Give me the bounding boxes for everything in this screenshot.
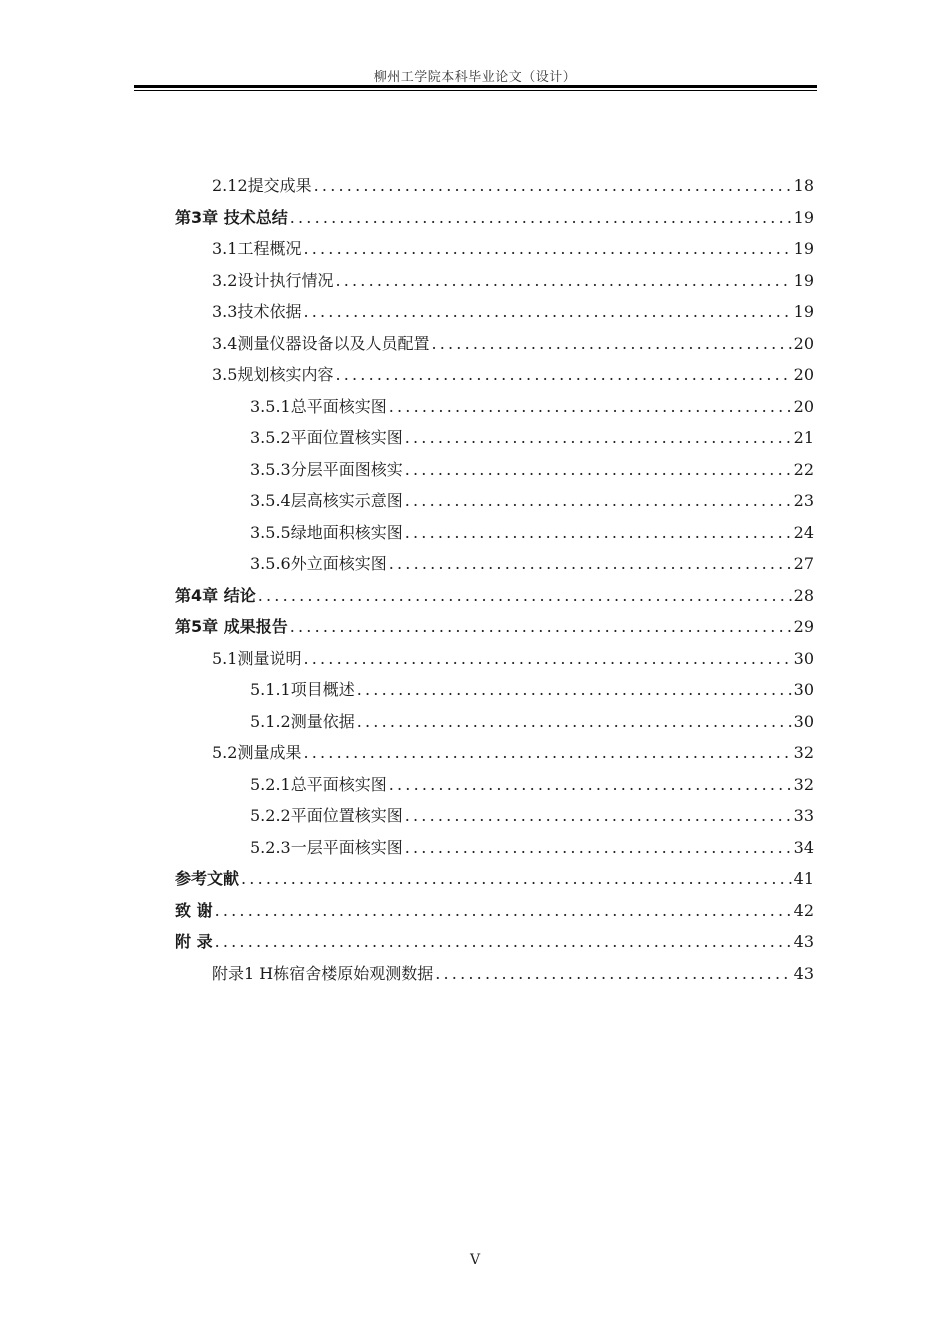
toc-entry-page: 30 [793,648,814,668]
toc-section-entry[interactable] [212,328,814,359]
toc-entry-page: 28 [793,585,814,605]
toc-entry-title: 致 谢 [175,900,213,920]
toc-chapter-entry[interactable] [175,202,814,233]
toc-entry-page: 20 [793,396,814,416]
toc-dot-leader [314,170,792,201]
toc-dot-leader [215,895,792,926]
toc-entry-title: 参考文献 [175,869,240,888]
toc-dot-leader [357,706,792,737]
toc-entry-title: 5.2.1总平面核实图 [250,774,387,794]
toc-dot-leader [290,202,792,233]
toc-entry-title: 3.5.2平面位置核实图 [250,428,403,447]
toc-dot-leader [303,643,791,674]
toc-entry-title: 3.5.5绿地面积核实图 [250,522,403,542]
header-rule-thick [134,85,817,88]
toc-dot-leader [303,737,791,768]
toc-entry-page: 42 [793,900,814,920]
toc-dot-leader [405,800,792,831]
toc-dot-leader [389,391,792,422]
toc-entry-page: 41 [793,869,814,888]
toc-dot-leader [405,454,792,485]
toc-entry-page: 20 [793,365,814,384]
toc-section-entry[interactable] [250,391,814,422]
header-rule-thin [134,90,817,91]
toc-entry-title: 附 录 [175,932,213,951]
toc-chapter-entry[interactable] [175,580,814,611]
toc-section-entry[interactable] [212,958,814,989]
toc-entry-page: 23 [793,491,814,510]
toc-entry-page: 32 [793,774,814,794]
toc-chapter-entry[interactable] [175,611,814,642]
toc-chapter-entry[interactable] [175,863,814,894]
toc-entry-title: 3.3技术依据 [212,302,302,321]
toc-dot-leader [290,611,792,642]
toc-entry-title: 5.1测量说明 [212,648,302,668]
toc-entry-title: 5.1.2测量依据 [250,711,355,731]
toc-entry-page: 33 [793,806,814,825]
toc-entry-page: 34 [793,837,814,857]
toc-dot-leader [405,485,792,516]
toc-entry-page: 18 [793,176,814,195]
toc-entry-title: 3.5.1总平面核实图 [250,396,387,416]
toc-section-entry[interactable] [250,548,814,579]
toc-dot-leader [335,265,791,296]
toc-section-entry[interactable] [250,832,814,863]
toc-entry-title: 3.5规划核实内容 [212,365,334,384]
toc-entry-page: 29 [793,617,814,636]
toc-chapter-entry[interactable] [175,926,814,957]
toc-dot-leader [405,422,792,453]
toc-entry-title: 3.5.6外立面核实图 [250,554,387,573]
toc-dot-leader [303,233,791,264]
toc-section-entry[interactable] [250,706,814,737]
toc-entry-page: 19 [793,270,814,290]
toc-entry-page: 30 [793,711,814,731]
toc-dot-leader [405,517,792,548]
toc-section-entry[interactable] [250,517,814,548]
toc-dot-leader [335,359,791,390]
toc-entry-page: 22 [793,459,814,479]
toc-dot-leader [389,769,792,800]
toc-entry-page: 43 [793,963,814,983]
toc-entry-title: 5.2.3一层平面核实图 [250,837,403,857]
toc-dot-leader [389,548,792,579]
toc-dot-leader [435,958,791,989]
toc-entry-title: 2.12提交成果 [212,176,312,195]
toc-dot-leader [405,832,792,863]
toc-entry-page: 43 [793,932,814,951]
toc-section-entry[interactable] [250,422,814,453]
toc-section-entry[interactable] [212,643,814,674]
toc-section-entry[interactable] [212,265,814,296]
toc-entry-title: 3.4测量仪器设备以及人员配置 [212,333,430,353]
toc-entry-title: 5.1.1项目概述 [250,680,355,699]
toc-section-entry[interactable] [212,233,814,264]
toc-section-entry[interactable] [250,454,814,485]
header-title: 柳州工学院本科毕业论文（设计） [373,70,577,85]
toc-dot-leader [258,580,792,611]
toc-entry-title: 3.5.4层高核实示意图 [250,491,403,510]
toc-entry-title: 3.1工程概况 [212,239,302,258]
toc-section-entry[interactable] [250,800,814,831]
toc-entry-title: 5.2.2平面位置核实图 [250,806,403,825]
toc-entry-title: 第5章 成果报告 [175,617,288,636]
toc-dot-leader [303,296,791,327]
toc-section-entry[interactable] [250,674,814,705]
toc-section-entry[interactable] [250,485,814,516]
toc-entry-page: 27 [793,554,814,573]
toc-entry-page: 21 [793,428,814,447]
toc-entry-page: 19 [793,302,814,321]
toc-chapter-entry[interactable] [175,895,814,926]
toc-dot-leader [431,328,791,359]
toc-dot-leader [215,926,792,957]
toc-section-entry[interactable] [212,296,814,327]
toc-entry-page: 19 [793,207,814,227]
toc-entry-title: 5.2测量成果 [212,743,302,762]
toc-section-entry[interactable] [212,737,814,768]
toc-dot-leader [241,863,792,894]
toc-entry-title: 第4章 结论 [175,585,256,605]
toc-entry-title: 附录1 H栋宿舍楼原始观测数据 [212,963,434,983]
page-number: V [469,1252,481,1268]
toc-entry-title: 3.5.3分层平面图核实 [250,459,403,479]
toc-entry-page: 24 [793,522,814,542]
toc-entry-title: 第3章 技术总结 [175,207,288,227]
toc-section-entry[interactable] [212,359,814,390]
toc-section-entry[interactable] [250,769,814,800]
toc-section-entry[interactable] [212,170,814,201]
toc-entry-page: 30 [793,680,814,699]
toc-entry-title: 3.2设计执行情况 [212,270,334,290]
toc-entry-page: 20 [793,333,814,353]
toc-entry-page: 32 [793,743,814,762]
toc-entry-page: 19 [793,239,814,258]
toc-dot-leader [357,674,792,705]
